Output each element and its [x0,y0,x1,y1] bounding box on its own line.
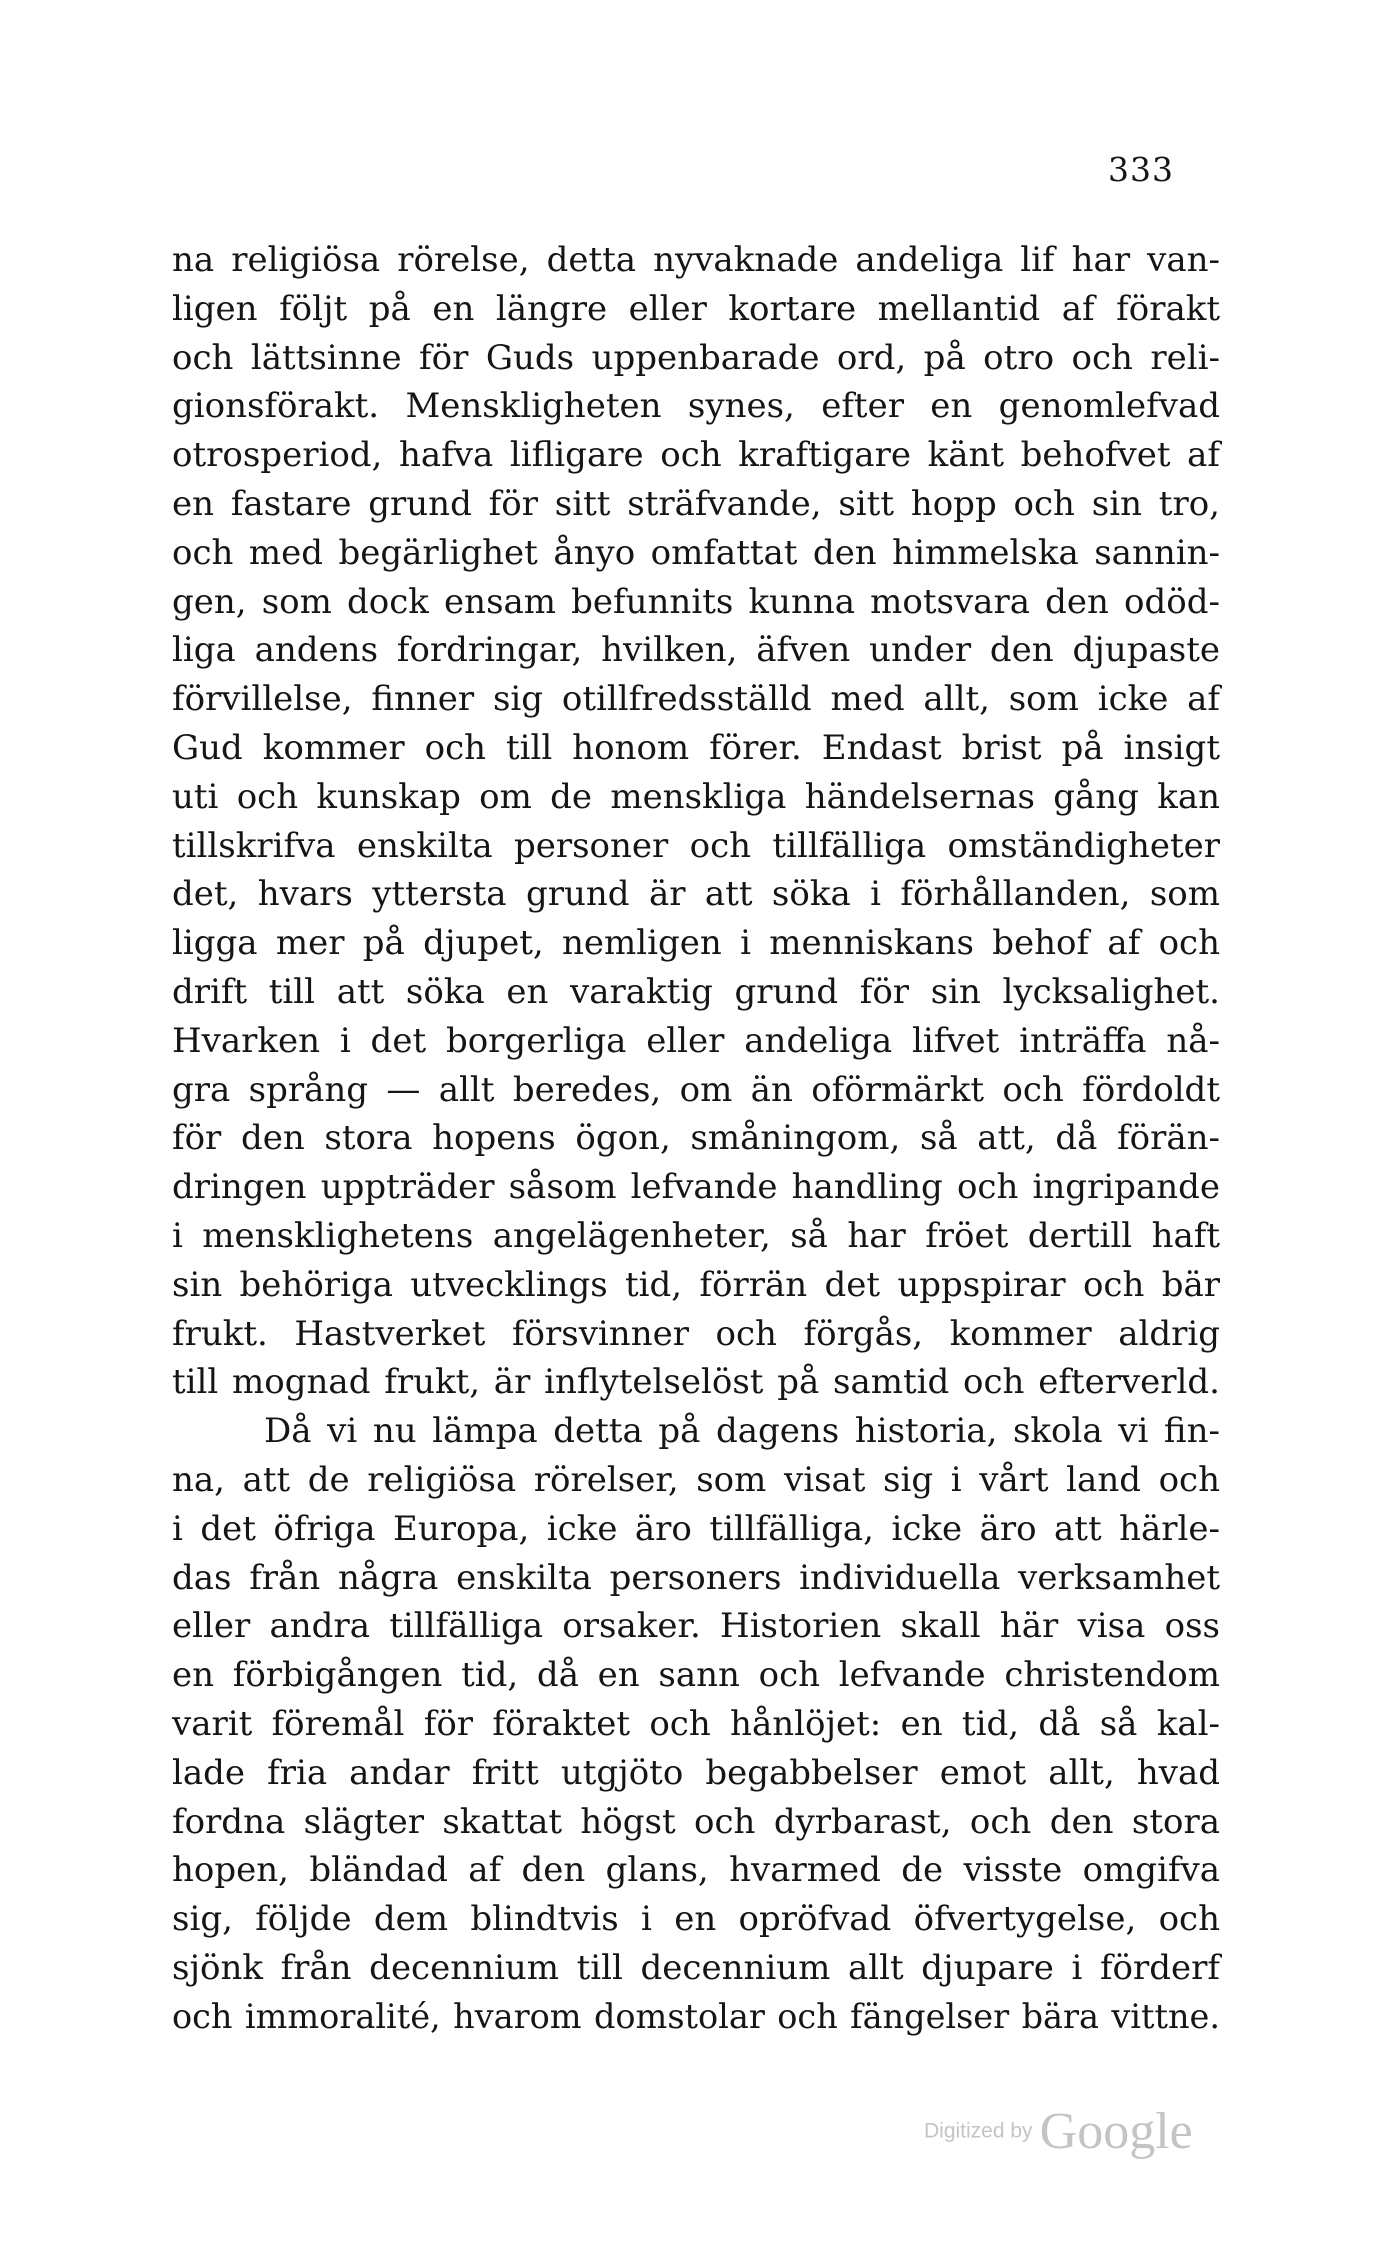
text-line: ligen följt på en längre eller kortare mellantid af förakt [172,288,1220,329]
text-line: lade fria andar fritt utgjöto begabbelser emot allt, hvad [172,1752,1220,1793]
digitized-watermark [924,2102,1193,2161]
text-line: drift till att söka en varaktig grund för sin lycksalighet. [172,971,1220,1012]
text-line: varit föremål för föraktet och hånlöjet: en tid, då så kal- [172,1703,1220,1744]
text-line: förvillelse, finner sig otillfredsställd med allt, som icke af [172,679,1220,720]
page-number: 333 [1108,150,1174,189]
google-logo: Google [1039,2103,1193,2160]
text-line: das från några enskilta personers individuella verksamhet [172,1557,1220,1598]
text-line: och immoralité, hvarom domstolar och fängelser bära vittne. [172,1996,1220,2036]
text-line: sjönk från decennium till decennium allt djupare i förderf [172,1947,1220,1988]
text-line: Hvarken i det borgerliga eller andeliga lifvet inträffa nå- [172,1020,1220,1061]
text-line: otrosperiod, hafva lifligare och kraftigare känt behofvet af [172,435,1220,476]
text-line: och lättsinne för Guds uppenbarade ord, på otro och reli- [172,337,1220,378]
text-line: och med begärlighet ånyo omfattat den himmelska sannin- [172,532,1220,573]
text-line: gen, som dock ensam befunnits kunna motsvara den odöd- [172,581,1220,622]
text-line: Då vi nu lämpa detta på dagens historia, skola vi fin- [264,1411,1220,1452]
text-line: i det öfriga Europa, icke äro tillfälliga, icke äro att härle- [172,1508,1220,1549]
text-line: dringen uppträder såsom lefvande handling och ingripande [172,1167,1220,1208]
text-line: sin behöriga utvecklings tid, förrän det uppspirar och bär [172,1264,1220,1305]
text-line: na religiösa rörelse, detta nyvaknade andeliga lif har van- [172,240,1220,280]
text-line: ligga mer på djupet, nemligen i menniskans behof af och [172,923,1220,964]
text-line: i mensklighetens angelägenheter, så har fröet dertill haft [172,1215,1220,1256]
text-line: frukt. Hastverket försvinner och förgås, kommer aldrig [172,1313,1220,1354]
text-line: för den stora hopens ögon, småningom, så att, då förän- [172,1118,1220,1159]
text-line: tillskrifva enskilta personer och tillfälliga omständigheter [172,825,1220,866]
text-line: Gud kommer och till honom förer. Endast brist på insigt [172,727,1220,768]
body-text [172,236,1220,2041]
text-line: det, hvars yttersta grund är att söka i förhållanden, som [172,874,1220,915]
text-line: liga andens fordringar, hvilken, äfven under den djupaste [172,630,1220,671]
text-line: sig, följde dem blindtvis i en opröfvad öfvertygelse, och [172,1899,1220,1940]
text-line: na, att de religiösa rörelser, som visat sig i vårt land och [172,1459,1220,1500]
text-line: gionsförakt. Menskligheten synes, efter en genomlefvad [172,386,1220,427]
text-line: eller andra tillfälliga orsaker. Historien skall här visa oss [172,1606,1220,1647]
text-line: en förbigången tid, då en sann och lefvande christendom [172,1655,1220,1696]
text-line: hopen, bländad af den glans, hvarmed de visste omgifva [172,1850,1220,1891]
text-line: en fastare grund för sitt sträfvande, sitt hopp och sin tro, [172,483,1220,524]
text-line: fordna slägter skattat högst och dyrbarast, och den stora [172,1801,1220,1842]
text-line: gra språng — allt beredes, om än oförmärkt och fördoldt [172,1069,1220,1110]
text-line: till mognad frukt, är inflytelselöst på samtid och efterverld. [172,1362,1220,1403]
text-line: uti och kunskap om de menskliga händelsernas gång kan [172,776,1220,817]
watermark-prefix: Digitized by [924,2119,1033,2143]
